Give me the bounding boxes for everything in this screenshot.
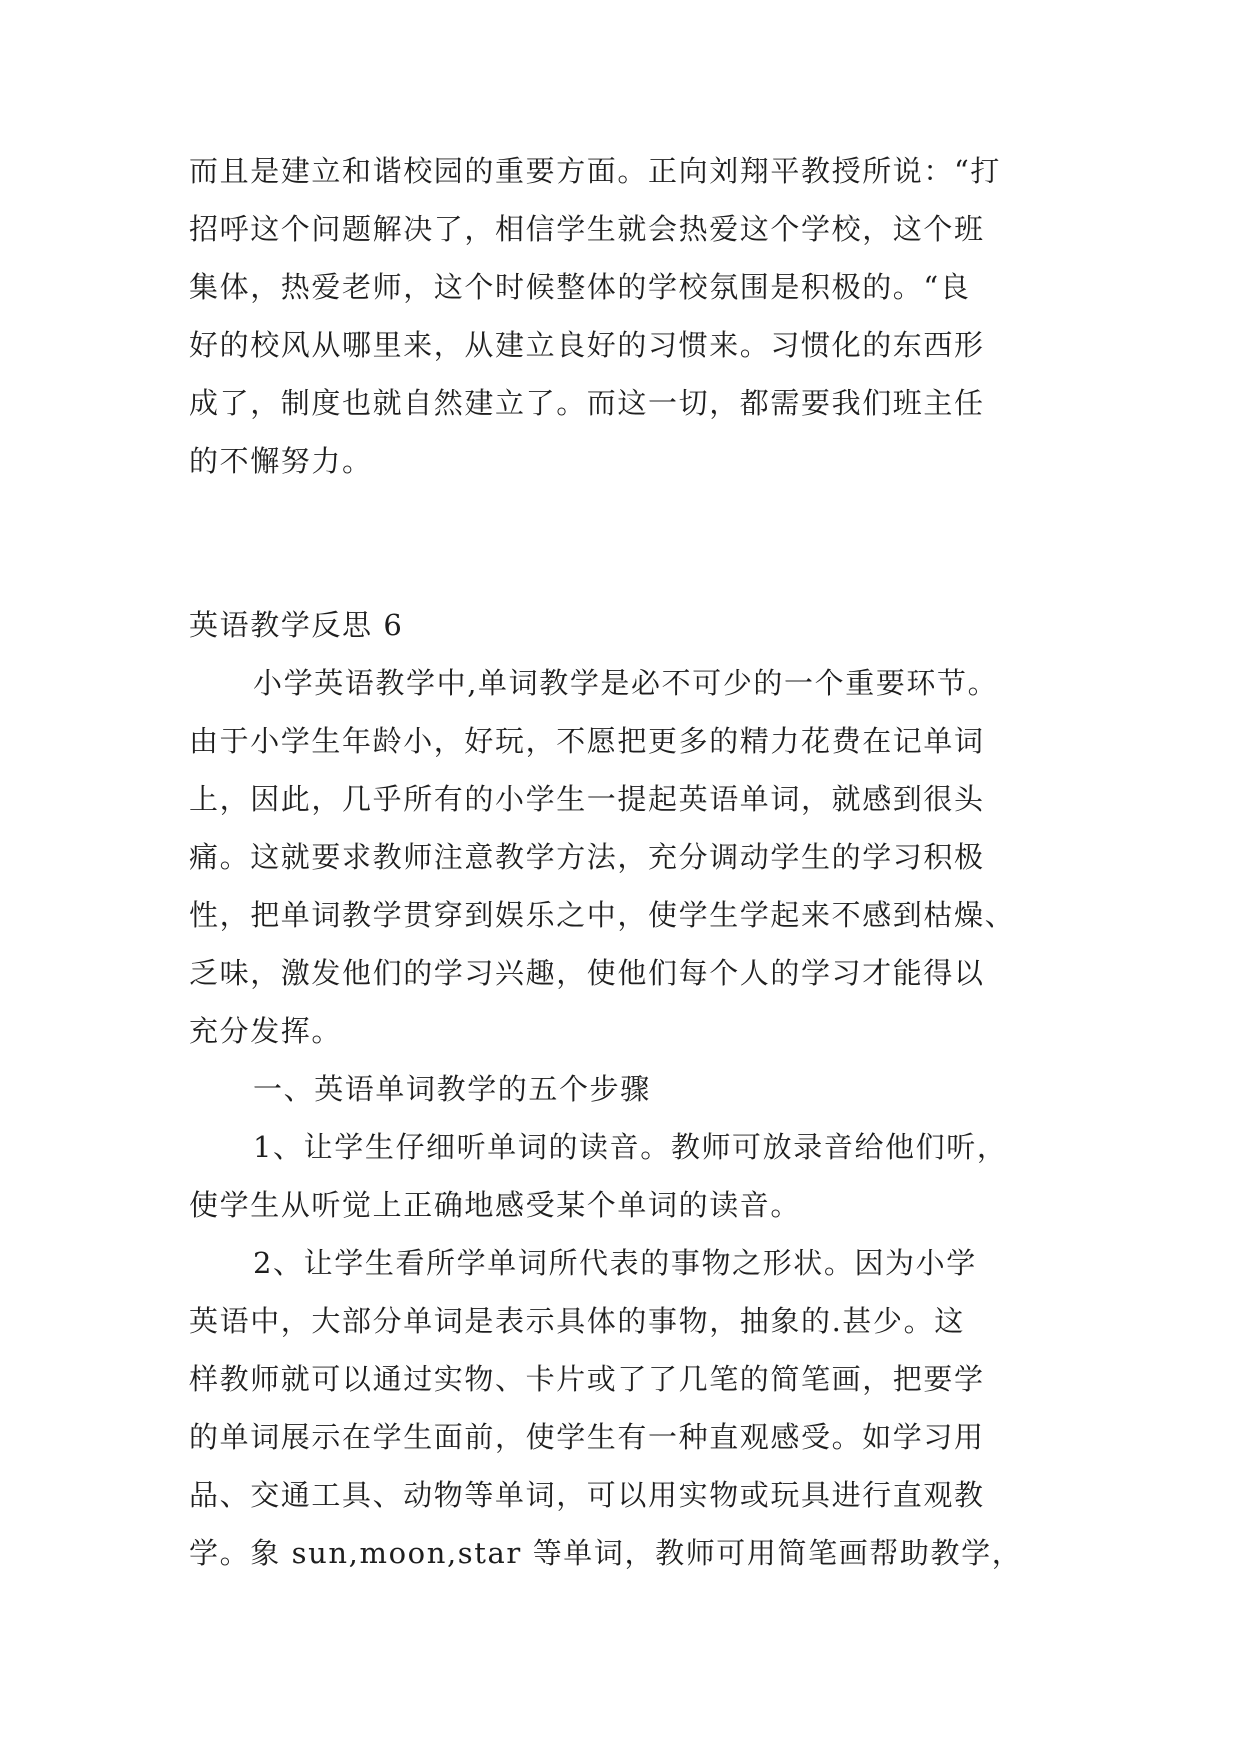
- intro-paragraph: [189, 142, 1069, 490]
- text-line: 使学生从听觉上正确地感受某个单词的读音。: [189, 1188, 802, 1222]
- step-2-paragraph: [189, 1234, 1069, 1582]
- step-1-paragraph: [189, 1118, 1069, 1234]
- text-line: 成了，制度也就自然建立了。而这一切，都需要我们班主任: [189, 386, 985, 420]
- text-line: 样教师就可以通过实物、卡片或了了几笔的简笔画，把要学: [189, 1362, 985, 1396]
- text-line: 品、交通工具、动物等单词，可以用实物或玩具进行直观教: [189, 1478, 985, 1512]
- heading-five-steps: 一、英语单词教学的五个步骤: [253, 1072, 651, 1106]
- text-line: 而且是建立和谐校园的重要方面。正向刘翔平教授所说：“打: [189, 154, 1002, 188]
- section-spacer: [189, 490, 1069, 596]
- text-line: 英语中，大部分单词是表示具体的事物，抽象的.甚少。这: [189, 1304, 965, 1338]
- text-line: 的单词展示在学生面前，使学生有一种直观感受。如学习用: [189, 1420, 985, 1454]
- text-line: 乏味，激发他们的学习兴趣，使他们每个人的学习才能得以: [189, 956, 985, 990]
- text-line: 的不懈努力。: [189, 444, 373, 478]
- text-line: 1、让学生仔细听单词的读音。教师可放录音给他们听，: [253, 1130, 1008, 1164]
- text-line: 上，因此，几乎所有的小学生一提起英语单词，就感到很头: [189, 782, 985, 816]
- text-line: 集体，热爱老师，这个时候整体的学校氛围是积极的。“良: [189, 270, 971, 304]
- section-title: 英语教学反思 6: [189, 608, 404, 642]
- text-line: 招呼这个问题解决了，相信学生就会热爱这个学校，这个班: [189, 212, 985, 246]
- text-line: 小学英语教学中,单词教学是必不可少的一个重要环节。: [253, 666, 999, 700]
- text-line: 性，把单词教学贯穿到娱乐之中，使学生学起来不感到枯燥、: [189, 898, 1016, 932]
- paragraph-1: [189, 654, 1069, 1060]
- text-line: 痛。这就要求教师注意教学方法，充分调动学生的学习积极: [189, 840, 985, 874]
- text-line: 充分发挥。: [189, 1014, 343, 1048]
- document-body: [189, 142, 1069, 1582]
- text-line: 好的校风从哪里来，从建立良好的习惯来。习惯化的东西形: [189, 328, 985, 362]
- text-line: 由于小学生年龄小，好玩，不愿把更多的精力花费在记单词: [189, 724, 985, 758]
- text-line: 2、让学生看所学单词所代表的事物之形状。因为小学: [253, 1246, 977, 1280]
- text-line: 学。象 sun,moon,star 等单词，教师可用简笔画帮助教学，: [189, 1536, 1023, 1570]
